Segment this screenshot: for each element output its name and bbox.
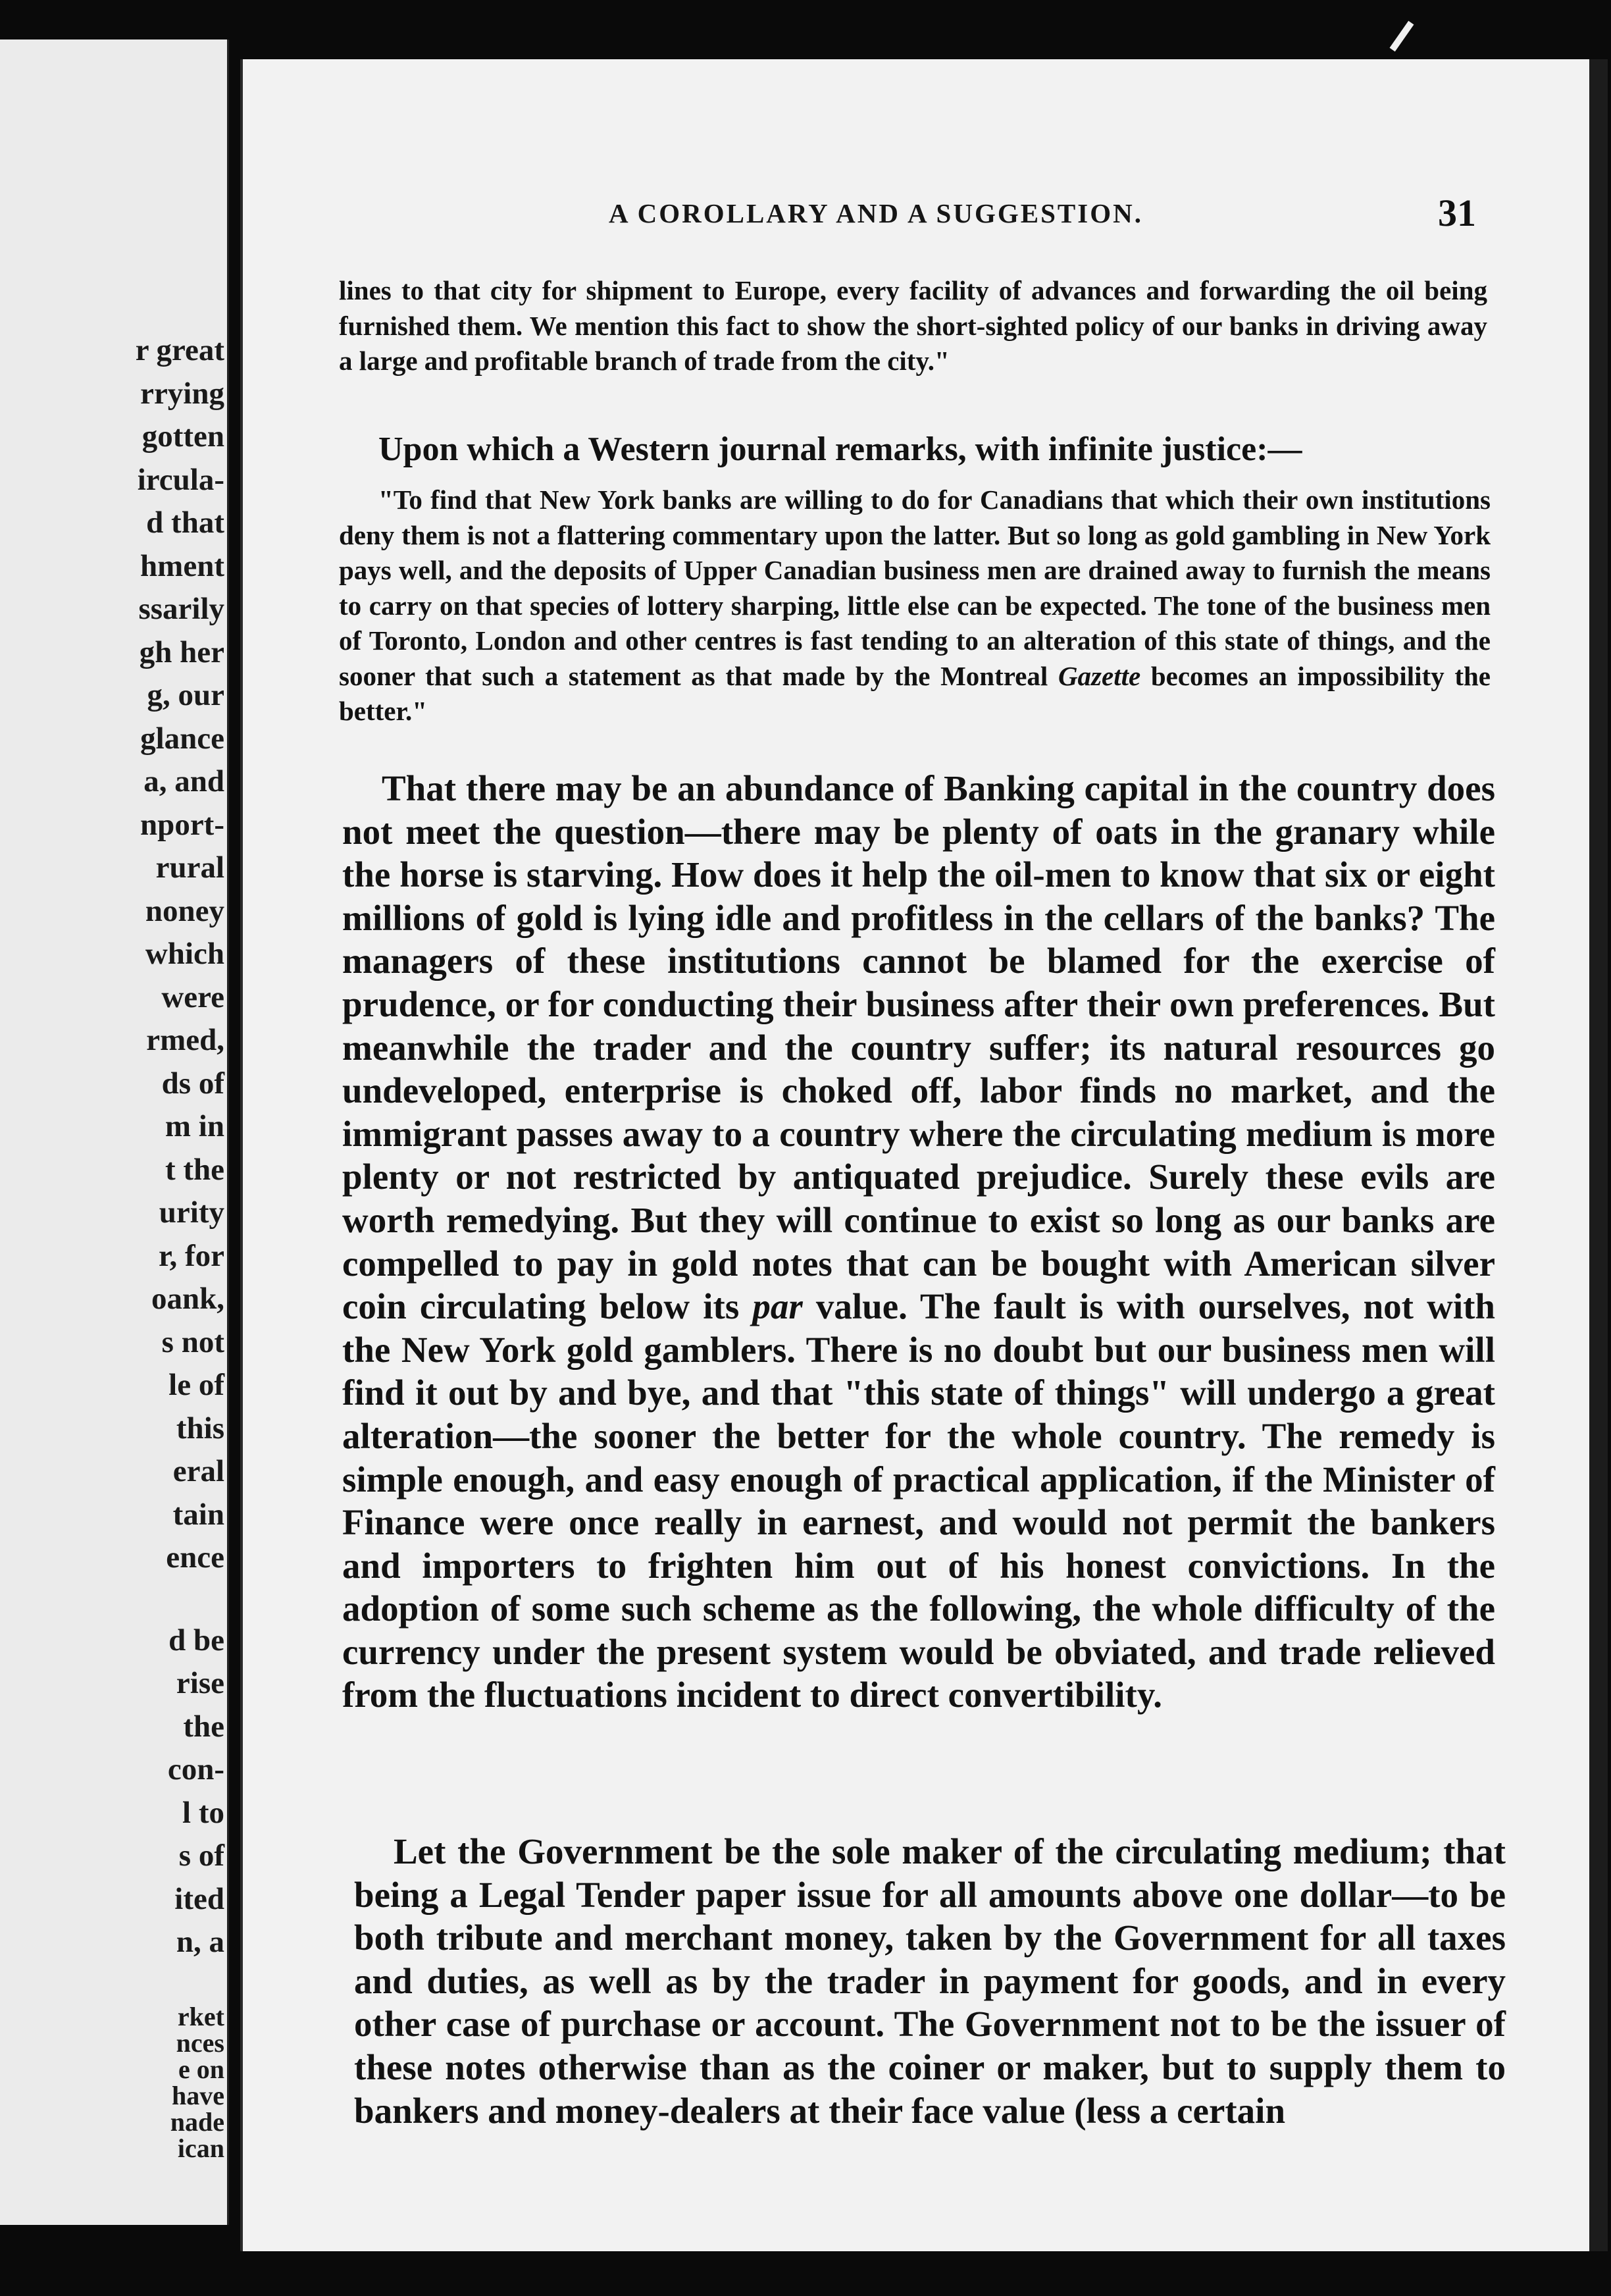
facing-page-fragment-line: a, and bbox=[143, 764, 224, 798]
intro-line bbox=[378, 428, 1497, 471]
page-edge-shadow bbox=[1589, 59, 1608, 2251]
facing-page-fragment-line: nade bbox=[170, 2106, 224, 2137]
facing-page-fragment-line: nport- bbox=[140, 807, 224, 842]
fragment-gap bbox=[0, 1964, 227, 2004]
facing-page-fragment-line: rket bbox=[177, 2001, 224, 2031]
facing-page-fragment-line: s not bbox=[161, 1324, 224, 1359]
block-quote bbox=[339, 483, 1491, 729]
fragment-gap bbox=[0, 1580, 227, 1619]
facing-page-fragment-line: r great bbox=[135, 333, 224, 367]
facing-page-fragment-line: the bbox=[183, 1709, 224, 1744]
facing-page-fragment-line: e on bbox=[178, 2054, 224, 2084]
facing-page-fragment-line: rural bbox=[155, 850, 224, 885]
facing-page-fragment-line: d be bbox=[168, 1623, 224, 1657]
facing-page-fragment-line: gh her bbox=[139, 635, 224, 669]
facing-page-fragment-line: con- bbox=[167, 1752, 224, 1787]
facing-page-fragment-line: ited bbox=[174, 1881, 224, 1916]
facing-page-fragment-line: which bbox=[145, 937, 224, 971]
facing-page-fragment-line: ircula- bbox=[137, 462, 224, 497]
facing-page-fragment-line: eral bbox=[172, 1454, 224, 1488]
facing-page-fragment-line: urity bbox=[159, 1195, 224, 1230]
corner-mark bbox=[1390, 21, 1414, 52]
facing-page-fragment-line: rise bbox=[176, 1666, 224, 1700]
facing-page-fragment-line: noney bbox=[145, 893, 224, 928]
block-quote-text: "To find that New York banks are willing to do for Canadians that which their own institutions deny them is not a flattering commentary upon the latter. But so long as gold gambling in New York pays well, and the deposits of Upper Canadian business men are drained away to furnish the means to carry on that species of lottery sharping, little else can be expected. The tone of the business men of Toronto, London and other centres is fast tending to an alteration of this state of things, and the sooner that such a statement as that made by the Montreal Gazette becomes an impossibility the better." bbox=[339, 484, 1491, 726]
facing-page-fragment-line: ican bbox=[177, 2133, 224, 2163]
facing-page-fragment-line: hment bbox=[140, 548, 224, 583]
facing-page-fragment-line: t the bbox=[165, 1152, 224, 1187]
facing-page-fragment-line: oank, bbox=[151, 1282, 224, 1316]
facing-page-fragment-line: r, for bbox=[158, 1238, 224, 1273]
facing-page-fragment-line: n, a bbox=[176, 1925, 224, 1959]
facing-page-fragment-line: glance bbox=[140, 721, 224, 756]
facing-page-fragment-line: le of bbox=[168, 1368, 224, 1402]
facing-page-fragment-line: ds of bbox=[161, 1066, 224, 1101]
facing-page-fragment bbox=[0, 39, 229, 2225]
facing-page-fragment-line: ssarily bbox=[138, 592, 224, 626]
body-paragraph-1 bbox=[342, 767, 1495, 1717]
running-header: A COROLLARY AND A SUGGESTION. bbox=[609, 198, 1143, 228]
body-paragraph-2 bbox=[354, 1830, 1506, 2132]
page-number: 31 bbox=[1438, 192, 1476, 234]
facing-page-fragment-line: ence bbox=[166, 1540, 224, 1575]
facing-page-fragment-line: d that bbox=[146, 506, 224, 540]
intro-line-text: Upon which a Western journal remarks, with infinite justice:— bbox=[378, 430, 1302, 468]
body-paragraph-2-text: Let the Government be the sole maker of the circulating medium; that being a Legal Tender paper issue for all amounts above one dollar—to be both tribute and merchant money, taken by the Government for all taxes and duties, as well as by the trader in payment for goods, and in every other case of purchase or account. The Government not to be the issuer of these notes otherwise than as the coiner or maker, but to supply them to bankers and money-dealers at their face value (less a certain bbox=[354, 1831, 1506, 2131]
quote-continuation-text: lines to that city for shipment to Europe, every facility of advances and forwarding the oil being furnished them. We mention this fact to show the short-sighted policy of our banks in driving away a large and profitable branch of trade from the city." bbox=[339, 275, 1487, 376]
facing-page-fragment-line: have bbox=[172, 2080, 224, 2110]
facing-page-fragment-line: nces bbox=[176, 2027, 224, 2058]
facing-page-fragment-line: were bbox=[161, 979, 224, 1014]
facing-page-fragment-line: s of bbox=[178, 1839, 224, 1873]
facing-page-fragment-line: rmed, bbox=[146, 1023, 224, 1057]
quote-continuation bbox=[339, 273, 1487, 379]
facing-page-fragment-line: m in bbox=[165, 1109, 224, 1143]
facing-page-fragment-line: g, our bbox=[147, 678, 224, 712]
body-paragraph-1-text: That there may be an abundance of Banking capital in the country does not meet the question—there may be plenty of oats in the granary while the horse is starving. How does it help the oil-men to know that six or eight millions of gold is lying idle and profitless in the cellars of the banks? The managers of these institutions cannot be blamed for the exercise of prudence, or for conducting their business after their own preferences. But meanwhile the trader and the country suffer; its natural resources go undeveloped, enterprise is choked off, labor finds no market, and the immigrant passes away to a country where the circulating medium is more plenty or not restricted by antiquated prejudice. Surely these evils are worth remedying. But they will continue to exist so long as our banks are compelled to pay in gold notes that can be bought with American silver coin circulating below its par value. The fault is with ourselves, not with the New York gold gamblers. There is no doubt but our business men will find it out by and bye, and that "this state of things" will undergo a great alteration—the sooner the better for the whole country. The remedy is simple enough, and easy enough of practical application, if the Minister of Finance were once really in earnest, and would not permit the bankers and importers to frighten him out of his honest convictions. In the adoption of some such scheme as the following, the whole difficulty of the currency under the present system would be obviated, and trade relieved from the fluctuations incident to direct convertibility. bbox=[342, 768, 1496, 1715]
facing-page-fragment-line: rrying bbox=[140, 376, 224, 411]
facing-page-fragment-line: gotten bbox=[141, 419, 224, 454]
facing-page-fragment-line: l to bbox=[182, 1795, 224, 1830]
facing-page-fragment-line: this bbox=[176, 1411, 224, 1446]
facing-page-text-edge bbox=[0, 329, 227, 2162]
facing-page-fragment-line: tain bbox=[172, 1497, 224, 1532]
